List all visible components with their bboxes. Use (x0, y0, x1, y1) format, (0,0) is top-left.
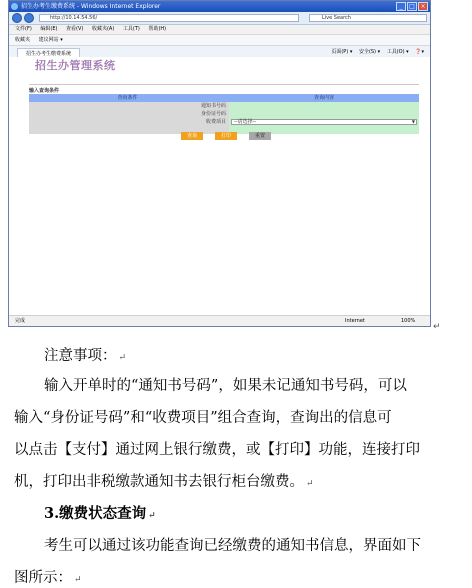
search-input[interactable]: Live Search (309, 14, 427, 22)
para1-line: 输入“身份证号码”和“收费项目”组合查询，查询出的信息可 (14, 410, 392, 426)
paragraph-mark: ↵ (433, 322, 441, 332)
back-icon[interactable] (12, 13, 22, 23)
para2-line: 考生可以通过该功能查询已经缴费的通知书信息，界面如下 (44, 538, 421, 554)
favorites-bar (9, 35, 430, 46)
form-buttons (181, 132, 271, 140)
page-content (9, 57, 430, 317)
para1-line: 以点击【支付】通过网上银行缴费，或【打印】功能，连接打印 (14, 442, 420, 458)
forward-icon[interactable] (24, 13, 34, 23)
para2-line: 图所示： (14, 570, 72, 586)
window-title: 招生办考生缴费系统 - Windows Internet Explorer (21, 3, 161, 10)
menu-file[interactable]: 文件(F) (15, 26, 32, 32)
menu-favorites[interactable]: 收藏夹(A) (91, 26, 115, 32)
field-label: 收费项目 (29, 118, 229, 126)
section-heading-line (44, 502, 156, 523)
para1-line: 输入开单时的“通知书号码”，如果未记通知书号码，可以 (44, 378, 407, 394)
browser-screenshot (8, 0, 431, 327)
para2-last-line (14, 566, 82, 587)
zoom-control[interactable]: 100% (401, 318, 416, 324)
menu-edit[interactable]: 编辑(E) (40, 26, 58, 32)
window-titlebar (9, 1, 430, 12)
print-button[interactable]: 打印 (215, 132, 237, 140)
query-button[interactable]: 查询 (181, 132, 203, 140)
paragraph-mark: ↵ (306, 479, 314, 489)
para1-line: 机，打印出非税缴款通知书去银行柜台缴费。 (14, 474, 304, 490)
zone-indicator: Internet (345, 318, 365, 324)
form-row (29, 118, 419, 126)
menu-bar (9, 25, 430, 35)
section-label: 输入查询条件 (29, 88, 60, 94)
id-number-input[interactable] (229, 110, 419, 118)
form-row (29, 110, 419, 118)
fee-item-select[interactable] (231, 119, 417, 125)
page-menu[interactable]: 页面(P) ▾ (331, 49, 353, 55)
notice-number-input[interactable] (229, 102, 419, 110)
suggested-sites-button[interactable]: 建议网站 ▾ (38, 37, 63, 43)
fee-item-selected: --请选择-- (234, 119, 257, 125)
close-button[interactable]: × (418, 2, 428, 11)
field-label: 身份证号码 (29, 110, 229, 118)
tools-menu[interactable]: 工具(O) ▾ (386, 49, 409, 55)
app-logo: 招生办管理系统 (35, 59, 116, 72)
divider (29, 84, 419, 85)
status-text: 完成 (15, 318, 26, 324)
address-input[interactable]: http://10.14.54.56/ (39, 14, 299, 22)
paragraph-mark: ↵ (148, 511, 156, 521)
paragraph-mark: ↵ (118, 353, 127, 363)
para1-last-line (14, 470, 314, 491)
paragraph-mark: ↵ (74, 575, 82, 585)
form-header (29, 94, 419, 102)
fee-item-cell (229, 118, 419, 126)
safety-menu[interactable]: 安全(S) ▾ (358, 49, 381, 55)
reset-button[interactable]: 重置 (249, 132, 271, 140)
ie-logo-icon (11, 3, 18, 10)
address-bar-row (9, 12, 430, 25)
menu-help[interactable]: 帮助(H) (148, 26, 167, 32)
header-condition: 查询条件 (29, 94, 229, 102)
field-label: 通知书号码 (29, 102, 229, 110)
form-row (29, 102, 419, 110)
note-title-line (44, 344, 126, 365)
favorites-button[interactable]: 收藏夹 (15, 37, 31, 43)
section-heading: 3.缴费状态查询 (44, 505, 147, 522)
minimize-button[interactable]: _ (396, 2, 406, 11)
query-form (29, 94, 419, 134)
chevron-down-icon: ▼ (411, 119, 415, 124)
header-content: 查询内容 (229, 94, 419, 102)
menu-view[interactable]: 查看(V) (66, 26, 84, 32)
status-bar (9, 315, 430, 326)
note-title: 注意事项： (44, 348, 117, 364)
help-menu[interactable]: ❓▾ (415, 49, 424, 55)
menu-tools[interactable]: 工具(T) (122, 26, 140, 32)
tab-main[interactable]: 招生办考生缴费系统 (17, 48, 80, 59)
maximize-button[interactable]: □ (407, 2, 417, 11)
